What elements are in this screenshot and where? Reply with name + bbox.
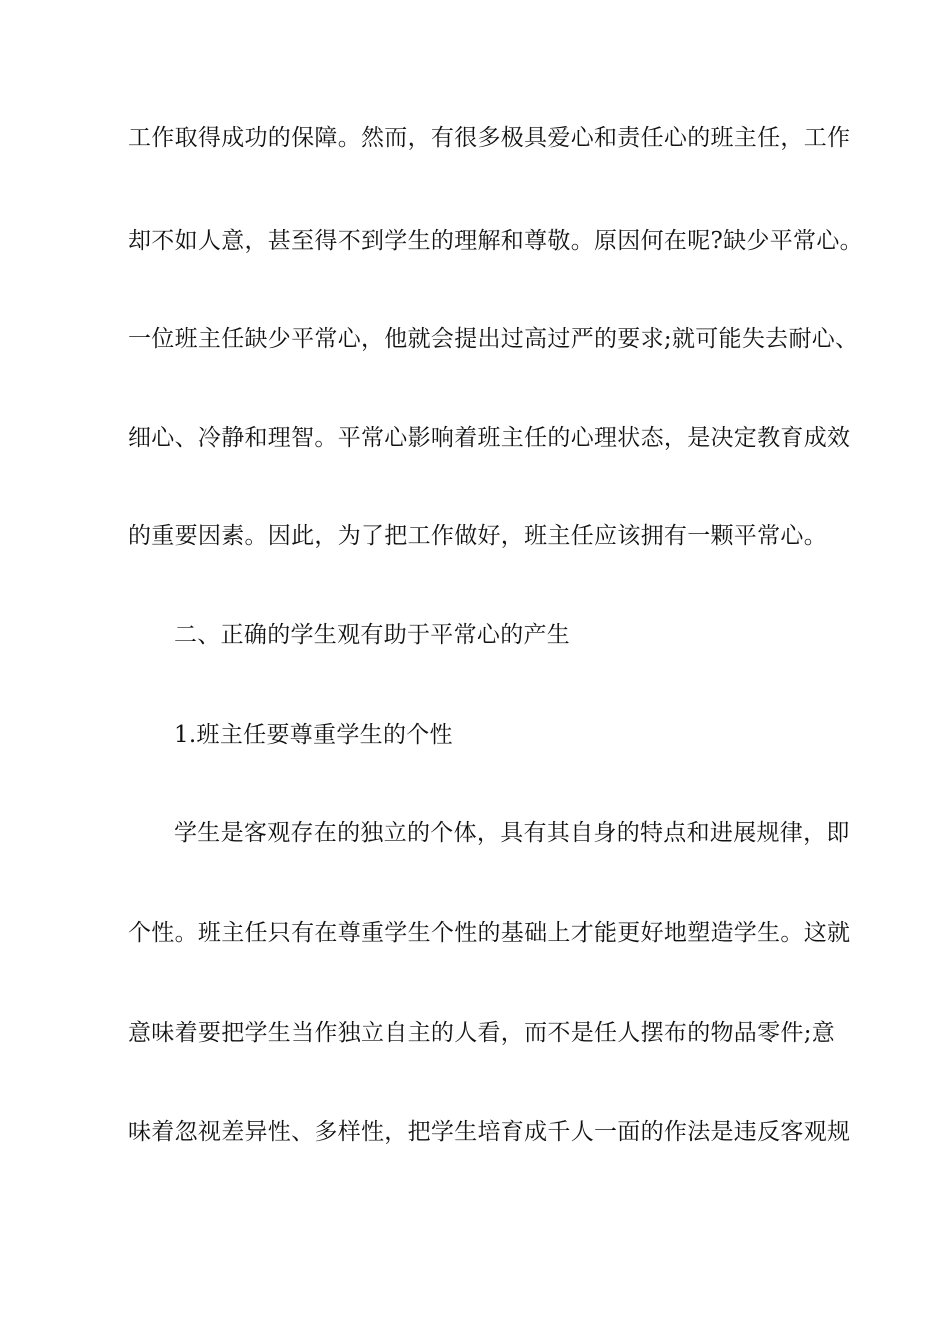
paragraph-line: 味着忽视差异性、多样性，把学生培育成千人一面的作法是违反客观规 bbox=[128, 1119, 851, 1145]
paragraph-line: 的重要因素。因此，为了把工作做好，班主任应该拥有一颗平常心。 bbox=[128, 523, 827, 549]
paragraph-line: 个性。班主任只有在尊重学生个性的基础上才能更好地塑造学生。这就 bbox=[128, 920, 851, 946]
paragraph-line: 工作取得成功的保障。然而，有很多极具爱心和责任心的班主任，工作 bbox=[128, 125, 851, 151]
paragraph-line: 一位班主任缺少平常心，他就会提出过高过严的要求;就可能失去耐心、 bbox=[128, 326, 859, 352]
subsection-heading: 1.班主任要尊重学生的个性 bbox=[174, 722, 453, 748]
paragraph-line: 意味着要把学生当作独立自主的人看，而不是任人摆布的物品零件;意 bbox=[128, 1020, 836, 1046]
paragraph-line: 却不如人意，甚至得不到学生的理解和尊敬。原因何在呢?缺少平常心。 bbox=[128, 228, 863, 254]
paragraph-line: 学生是客观存在的独立的个体，具有其自身的特点和进展规律，即 bbox=[174, 820, 850, 846]
paragraph-line: 细心、冷静和理智。平常心影响着班主任的心理状态，是决定教育成效 bbox=[128, 425, 851, 451]
section-heading: 二、正确的学生观有助于平常心的产生 bbox=[174, 622, 571, 648]
